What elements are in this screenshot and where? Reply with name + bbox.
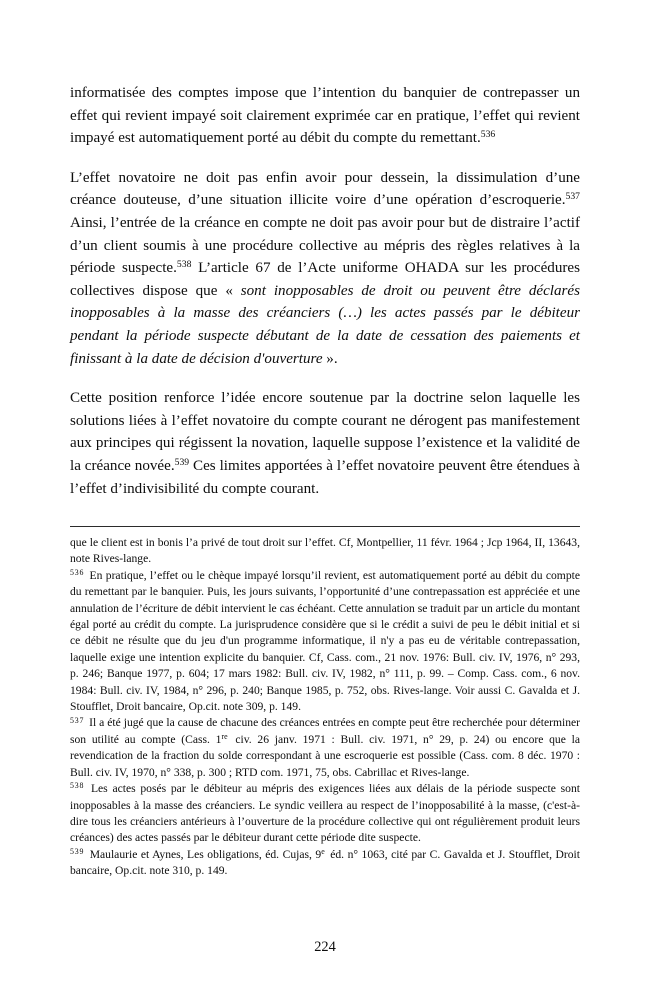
text-run: civ. 26 janv. 1971 : Bull. civ. 1971, n° 29, p. 24) ou encore que la revendication de la fraction du solde correspondant à une escroquerie est possible (Cass. com. 8 déc. 1970 : Bull. civ. IV, 1970, n° 338, p. 300 ; RTD com. 1971, 75, obs. Cabrillac et Rives-lange. [70,732,580,779]
text-run: Ces limites apportées à l’effet novatoire peuvent être étendues à l’effet d’indivisibilité du compte courant. [70,457,580,497]
quoted-italic-text: sont inopposables de droit ou peuvent être déclarés inopposables à la masse des créanciers (…) les actes passés par le débiteur pendant la période suspecte débutant de la date de cessation des paiements et finissant à la date de décision d'ouverture [70,282,580,367]
footnote-reference-marker: 539 [174,456,190,468]
footnote-number: 539 [70,846,85,856]
body-paragraph [70,82,580,150]
footnote-entry [70,781,580,847]
text-run: En pratique, l’effet ou le chèque impayé lorsqu’il revient, est automatiquement porté au débit du compte du remettant par le banquier. Puis, les jours suivants, l’opportunité d’une contrepassation est appréciée et une annulation de l’écriture de débit intervient le cas échéant. Cette annulation se traduit par un article du montant égal porté au crédit du compte. La jurisprudence considère que si le crédit a suivi de peu le débit initial et si ce débit ne résulte que du jeu d'un programme informatique, il n'y a pas eu de véritable contrepassation, laquelle exige une intention explicite du banquier. Cf, Cass. com., 21 nov. 1976: Bull. civ. IV, 1976, n° 293, p. 246; Banque 1977, p. 604; 17 mars 1982: Bull. civ. IV, 1982, n° 111, p. 99. – Comp. Cass. com., 6 nov. 1984: Bull. civ. IV, 1984, n° 296, p. 240; Banque 1985, p. 752, obs. Rives-lange. Voir aussi C. Gavalda et J. Stoufflet, Droit bancaire, Op.cit. note 309, p. 149. [70,568,580,714]
text-run: Il a été jugé que la cause de chacune des créances entrées en compte peut être recherchée pour déterminer son utilité au compte (Cass. 1 [70,716,580,746]
text-run: Les actes posés par le débiteur au mépris des exigences liées aux délais de la période suspecte sont inopposables à la masse des créanciers. Le syndic veillera au respect de l’inopposabilité à la masse, (c'est-à-dire tous les créanciers antérieurs à l’ouverture de la procédure collective qui ont régulièrement produit leurs créances) des actes passés par le débiteur durant cette période dite suspecte. [70,782,580,845]
page-number: 224 [314,939,336,955]
footnote-entry [70,568,580,716]
footnote-reference-marker: 538 [176,259,192,271]
footnote-number: 537 [70,715,85,725]
body-text-block [70,82,580,500]
footnote-entry [70,847,580,880]
footnote-number: 536 [70,568,85,578]
document-page [70,0,580,1007]
text-run: informatisée des comptes impose que l’intention du banquier de contrepasser un effet qui revient impayé soit clairement exprimée car en pratique, l’effet qui revient impayé est automatiquement porté au débit du compte du remettant. [70,85,580,147]
footnote-reference-marker: 537 [565,191,580,203]
footnote-entry [70,535,580,568]
text-run: Cette position renforce l’idée encore soutenue par la doctrine selon laquelle les solutions liées à l’effet novatoire du compte courant ne dérogent pas manifestement aux principes qui régissent la novation, laquelle suppose l’existence et la validité de la créance novée. [70,390,580,474]
text-run: que le client est in bonis l’a privé de tout droit sur l’effet. Cf, Montpellier, 11 févr. 1964 ; Jcp 1964, II, 13643, note Rives-lange. [70,536,580,566]
text-run: L’article 67 de l’Acte uniforme OHADA sur les procédures collectives dispose que « [70,260,580,299]
footnote-number: 538 [70,781,85,791]
text-run: ». [322,350,338,367]
footnote-reference-marker: re [221,732,228,742]
text-run: L’effet novatoire ne doit pas enfin avoir pour dessein, la dissimulation d’une créance douteuse, d’une situation illicite voire d’une opération d’escroquerie. [70,169,580,209]
footnote-separator-rule [70,526,580,527]
footnote-reference-marker: e [321,846,325,856]
text-run: Ainsi, l’entrée de la créance en compte ne doit pas avoir pour but de distraire l’actif d’un client soumis à une procédure collective au mépris des règles relatives à la période suspecte. [70,214,580,277]
footnote-entry [70,715,580,781]
body-paragraph [70,167,580,370]
body-paragraph [70,387,580,500]
footnote-reference-marker: 536 [480,129,496,141]
text-run: Maulaurie et Aynes, Les obligations, éd. Cujas, 9 [86,847,322,861]
text-run: éd. n° 1063, cité par C. Gavalda et J. Stoufflet, Droit bancaire, Op.cit. note 310, p. 149. [70,847,580,878]
footnotes-block [70,535,580,880]
